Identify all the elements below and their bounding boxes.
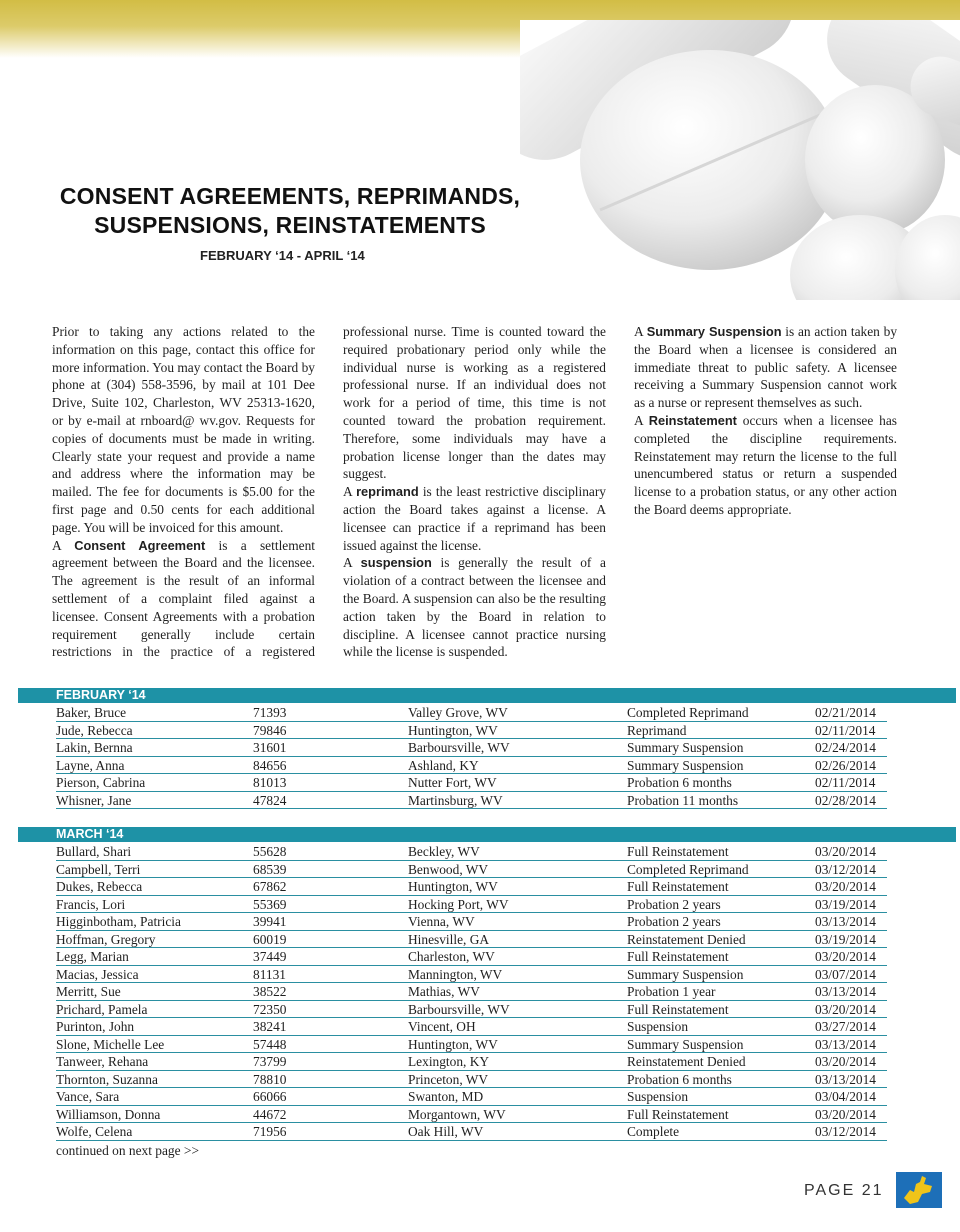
contact-paragraph: Prior to taking any actions related to the information on this page, contact this office for more information. You may contact the Board by phone at (304) 558-3596, by mail at 101 Dee Drive, Suite 102, Charleston, WV 25313-1620, or by e-mail at rnboard@ wv.gov. Requests for copies of documents must be made in writing. Clearly state your request and provide a name and address where the information may be mailed. The fee for documents is $5.00 for the first page and 0.50 cents for each additional page. You will be invoiced for this amount.: [52, 324, 315, 535]
license-number: 38522: [253, 984, 287, 999]
term-reinstatement-paragraph: Reinstatement: [648, 412, 737, 428]
table-row: [56, 913, 887, 931]
licensee-name: Lakin, Bernna: [56, 740, 133, 755]
table-row: [56, 983, 887, 1001]
licensee-name: Baker, Bruce: [56, 705, 127, 720]
summary-suspension-paragraph: A Summary Suspension is an action taken by the Board when a licensee is considered an immediate threat to public safety. A licensee receiving a Summary Suspension cannot work as a nurse or represent themselves as such.: [634, 324, 898, 411]
action: Probation 11 months: [627, 792, 739, 808]
march-table: [56, 843, 887, 1141]
license-number: 55628: [253, 844, 287, 859]
table-row: [56, 774, 887, 792]
action: Probation 6 months: [627, 1071, 732, 1087]
location: Barboursville, WV: [408, 1001, 510, 1017]
action-date: 03/20/2014: [815, 1106, 877, 1122]
license-number: 67862: [253, 879, 287, 894]
location: Barboursville, WV: [408, 740, 510, 755]
location: Swanton, MD: [408, 1089, 484, 1104]
table-row: [56, 878, 887, 896]
licensee-name: Slone, Michelle Lee: [56, 1036, 165, 1052]
table-row: [56, 1018, 887, 1036]
location: Valley Grove, WV: [408, 705, 508, 720]
action-date: 03/13/2014: [815, 984, 877, 999]
table-row: [56, 757, 887, 775]
location: Huntington, WV: [408, 879, 498, 894]
license-number: 39941: [253, 914, 287, 929]
licensee-name: Macias, Jessica: [56, 966, 139, 982]
licensee-name: Tanweer, Rehana: [56, 1054, 149, 1069]
table-row: [56, 1071, 887, 1089]
license-number: 71393: [253, 705, 287, 720]
action: Probation 2 years: [627, 914, 721, 929]
table-row: [56, 1053, 887, 1071]
action: Full Reinstatement: [627, 844, 729, 859]
pills-photo: [520, 20, 960, 300]
february-heading: FEBRUARY ‘14: [18, 688, 956, 703]
license-number: 71956: [253, 1124, 287, 1139]
location: Oak Hill, WV: [408, 1124, 484, 1139]
action-date: 03/20/2014: [815, 1054, 877, 1069]
license-number: 60019: [253, 931, 287, 947]
location: Vincent, OH: [408, 1019, 476, 1034]
action-date: 02/11/2014: [815, 775, 876, 790]
location: Mannington, WV: [408, 966, 503, 982]
location: Martinsburg, WV: [408, 792, 503, 808]
license-number: 66066: [253, 1089, 287, 1104]
action: Completed Reprimand: [627, 861, 749, 877]
table-row: [56, 1088, 887, 1106]
location: Mathias, WV: [408, 984, 480, 999]
action-date: 03/20/2014: [815, 879, 877, 894]
page-number: PAGE 21: [804, 1182, 884, 1199]
table-row: [56, 843, 887, 861]
action: Full Reinstatement: [627, 1001, 729, 1017]
action-date: 03/20/2014: [815, 844, 877, 859]
action: Completed Reprimand: [627, 705, 749, 720]
location: Hinesville, GA: [408, 931, 490, 947]
suspension-paragraph: A suspension is generally the result of a violation of a contract between the licensee and the Board. A suspension can also be the resulting action taken by the Board in relation to discipline. A licensee cannot practice nursing while the license is suspended.: [343, 555, 607, 660]
table-row: [56, 792, 887, 810]
continued-note: continued on next page >>: [56, 1143, 200, 1158]
action: Suspension: [627, 1019, 689, 1034]
table-row: [56, 1036, 887, 1054]
action: Summary Suspension: [627, 757, 744, 773]
location: Lexington, KY: [408, 1054, 490, 1069]
licensee-name: Vance, Sara: [56, 1089, 120, 1104]
licensee-name: Dukes, Rebecca: [56, 879, 143, 894]
date-range-subtitle: FEBRUARY ‘14 - APRIL ‘14: [200, 248, 365, 263]
license-number: 81013: [253, 775, 287, 790]
license-number: 31601: [253, 740, 287, 755]
action-date: 03/13/2014: [815, 1036, 877, 1052]
licensee-name: Bullard, Shari: [56, 844, 132, 859]
license-number: 73799: [253, 1054, 287, 1069]
license-number: 84656: [253, 757, 287, 773]
license-number: 47824: [253, 792, 287, 808]
march-heading: MARCH ‘14: [18, 827, 956, 842]
action: Summary Suspension: [627, 1036, 744, 1052]
reprimand-paragraph: A reprimand is the least restrictive disciplinary action the Board takes against a license. A licensee can practice if a reprimand has been issued against the license.: [343, 484, 606, 553]
action-date: 02/11/2014: [815, 722, 876, 738]
location: Princeton, WV: [408, 1071, 489, 1087]
table-row: [56, 722, 887, 740]
location: Morgantown, WV: [408, 1106, 506, 1122]
reinstatement-paragraph: A Reinstatement occurs when a licensee has completed the discipline requirements. Reinstatement may return the license to the full unencumbered status or return a suspended license to a probation status, or any other action the Board deems appropriate.: [634, 412, 897, 517]
licensee-name: Francis, Lori: [56, 896, 126, 912]
location: Huntington, WV: [408, 1036, 498, 1052]
table-row: [56, 1106, 887, 1124]
action-date: 03/12/2014: [815, 861, 877, 877]
february-table: [56, 704, 887, 809]
location: Charleston, WV: [408, 949, 495, 964]
licensee-name: Hoffman, Gregory: [56, 931, 156, 947]
action-date: 03/20/2014: [815, 1001, 877, 1017]
licensee-name: Williamson, Donna: [56, 1106, 161, 1122]
license-number: 78810: [253, 1071, 287, 1087]
action-date: 02/26/2014: [815, 757, 877, 773]
table-row: [56, 1123, 887, 1141]
action: Probation 1 year: [627, 984, 716, 999]
action: Full Reinstatement: [627, 949, 729, 964]
location: Benwood, WV: [408, 861, 489, 877]
action: Complete: [627, 1124, 680, 1139]
licensee-name: Higginbotham, Patricia: [56, 914, 181, 929]
title-line-2: SUSPENSIONS, REINSTATEMENTS: [94, 212, 486, 238]
table-row: [56, 896, 887, 914]
action: Summary Suspension: [627, 966, 744, 982]
licensee-name: Purinton, John: [56, 1019, 135, 1034]
licensee-name: Merritt, Sue: [56, 984, 121, 999]
action-date: 03/19/2014: [815, 896, 877, 912]
action: Full Reinstatement: [627, 1106, 729, 1122]
action-date: 02/24/2014: [815, 740, 877, 755]
table-row: [56, 966, 887, 984]
table-row: [56, 1001, 887, 1019]
title-line-1: CONSENT AGREEMENTS, REPRIMANDS,: [59, 183, 521, 209]
license-number: 37449: [253, 949, 287, 964]
action: Reprimand: [627, 722, 687, 738]
licensee-name: Jude, Rebecca: [56, 722, 133, 738]
table-row: [56, 931, 887, 949]
action: Reinstatement Denied: [627, 931, 746, 947]
location: Beckley, WV: [408, 844, 480, 859]
license-number: 57448: [253, 1036, 287, 1052]
action: Probation 6 months: [627, 775, 732, 790]
license-number: 68539: [253, 861, 287, 877]
action: Full Reinstatement: [627, 879, 729, 894]
action: Summary Suspension: [627, 740, 744, 755]
licensee-name: Legg, Marian: [56, 949, 129, 964]
license-number: 44672: [253, 1106, 287, 1122]
action-date: 03/19/2014: [815, 931, 877, 947]
term-reprimand-paragraph: reprimand: [356, 484, 419, 500]
term-summary-suspension-paragraph: Summary Suspension: [646, 324, 782, 339]
action: Probation 2 years: [627, 896, 721, 912]
location: Vienna, WV: [408, 914, 475, 929]
licensee-name: Prichard, Pamela: [56, 1001, 148, 1017]
licensee-name: Thornton, Suzanna: [56, 1071, 158, 1087]
term-suspension-paragraph: suspension: [360, 555, 432, 571]
action-date: 03/13/2014: [815, 914, 877, 929]
table-row: [56, 948, 887, 966]
table-row: [56, 739, 887, 757]
action-date: 03/04/2014: [815, 1089, 877, 1104]
license-number: 79846: [253, 722, 287, 738]
action-date: 03/07/2014: [815, 966, 877, 982]
action-date: 03/13/2014: [815, 1071, 877, 1087]
intro-text-flow: [52, 323, 897, 663]
license-number: 72350: [253, 1001, 287, 1017]
action-date: 02/28/2014: [815, 792, 877, 808]
licensee-name: Campbell, Terri: [56, 861, 141, 877]
action-date: 02/21/2014: [815, 705, 877, 720]
license-number: 81131: [253, 966, 286, 982]
page-title: [40, 182, 540, 240]
action-date: 03/27/2014: [815, 1019, 877, 1034]
action-date: 03/20/2014: [815, 949, 877, 964]
table-row: [56, 704, 887, 722]
action-date: 03/12/2014: [815, 1124, 877, 1139]
licensee-name: Whisner, Jane: [56, 792, 132, 808]
licensee-name: Layne, Anna: [56, 757, 125, 773]
consent-agreement-paragraph: A Consent Agreement is a settlement agreement between the Board and the licensee. The agreement is the result of an informal settlement of a complaint filed against a licensee. Consent Agreements with a probation requirement generally include certain restrictions in the practice of a registered professional nurse. Time is counted toward the required probationary period only while the individual nurse is working as a registered professional nurse. If an individual does not work for a period of time, this time is not counted toward the probation requirement. Therefore, some individuals may have a probation license longer than the dates may suggest.: [52, 324, 606, 660]
location: Huntington, WV: [408, 722, 498, 738]
location: Hocking Port, WV: [408, 896, 509, 912]
location: Ashland, KY: [408, 757, 479, 773]
licensee-name: Pierson, Cabrina: [56, 775, 146, 790]
location: Nutter Fort, WV: [408, 775, 497, 790]
action: Reinstatement Denied: [627, 1054, 746, 1069]
license-number: 55369: [253, 896, 287, 912]
action: Suspension: [627, 1089, 689, 1104]
licensee-name: Wolfe, Celena: [56, 1124, 133, 1139]
term-consent-agreement-paragraph: Consent Agreement: [74, 537, 206, 553]
table-row: [56, 861, 887, 879]
west-virginia-logo-icon: [896, 1172, 942, 1208]
license-number: 38241: [253, 1019, 287, 1034]
